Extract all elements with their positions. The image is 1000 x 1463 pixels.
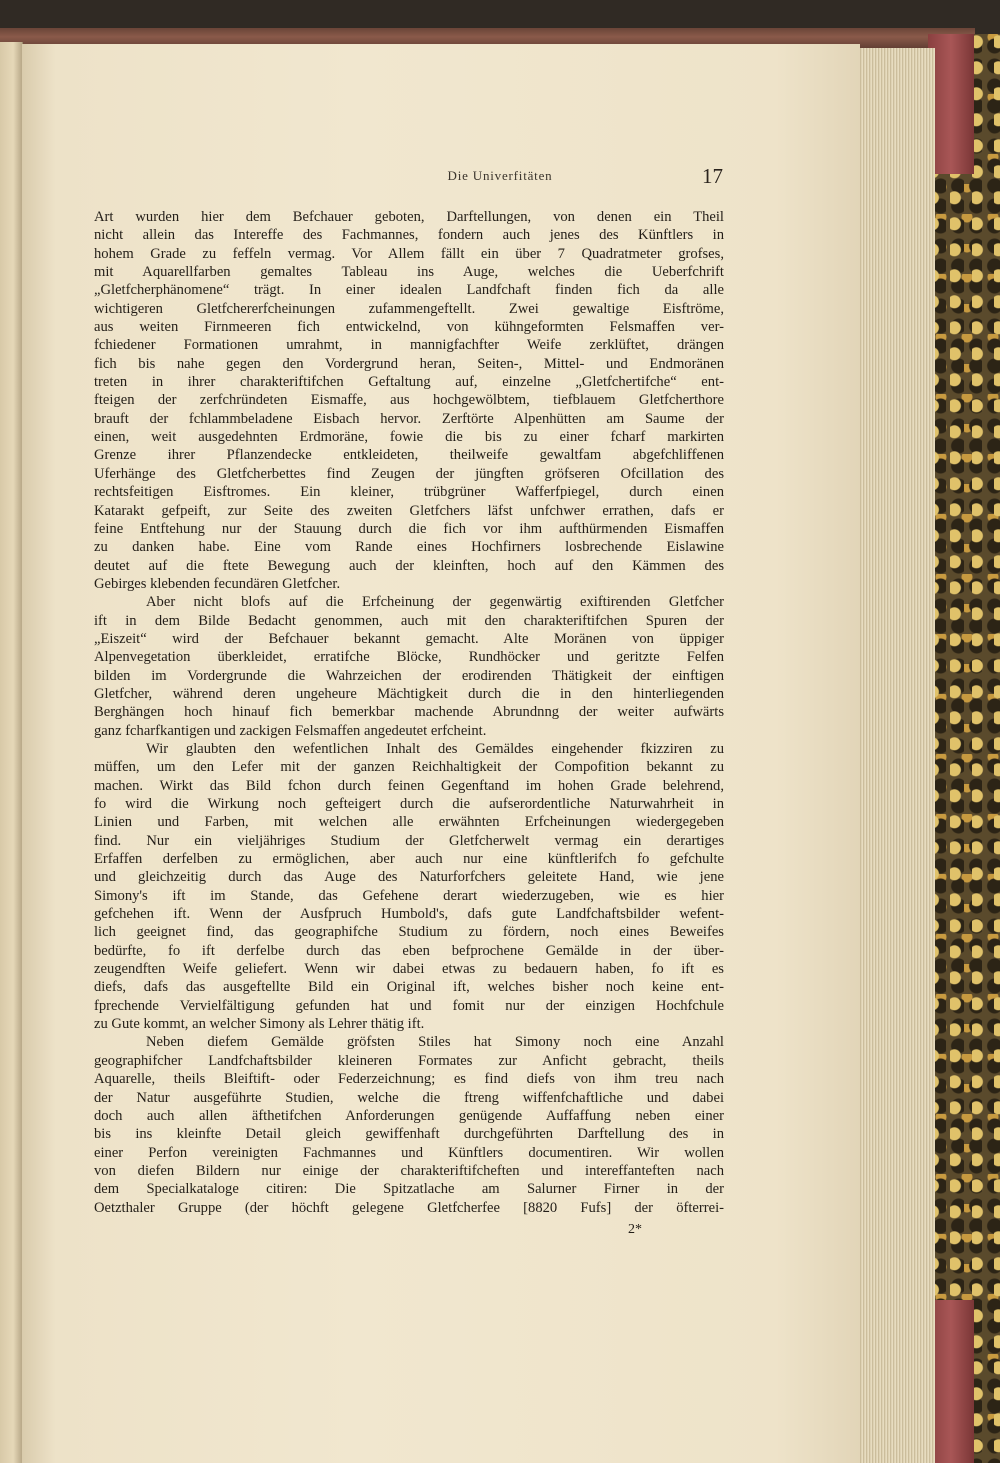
text-line: diefs, dafs das ausgeftellte Bild ein Original ift, welches bisher noch keine ent- bbox=[94, 979, 724, 996]
text-line: Alpenvegetation überkleidet, erratifche Blöcke, Rundhöcker und geritzte Felfen bbox=[94, 649, 724, 666]
text-line: einer Perfon vereinigten Fachmannes und Künftlers documentiren. Wir wollen bbox=[94, 1144, 724, 1161]
text-line: geographifcher Landfchaftsbilder kleineren Formates zur Anficht gebracht, theils bbox=[94, 1052, 724, 1069]
text-line: Uferhänge des Gletfcherbettes find Zeugen der jüngften gröfseren Ofcillation des bbox=[94, 465, 724, 482]
text-line: zu Gute kommt, an welcher Simony als Lehrer thätig ift. bbox=[94, 1016, 425, 1033]
text-line: rechtsfeitigen Eisftromes. Ein kleiner, trübgrüner Wafferfpiegel, durch einen bbox=[94, 484, 724, 501]
text-line: Art wurden hier dem Befchauer geboten, Darftellungen, von denen ein Theil bbox=[94, 209, 724, 225]
text-line: fo wird die Wirkung noch gefteigert durch die aufserordentliche Naturwahrheit in bbox=[94, 796, 724, 812]
text-line: Neben diefem Gemälde gröfsten Stiles hat Simony noch eine Anzahl bbox=[146, 1034, 724, 1051]
text-line: Katarakt gefpeift, zur Seite des zweiten Gletfchers läfst unfchwer errathen, dafs er bbox=[94, 502, 724, 519]
text-line: deutet auf die ftete Bewegung auch der kleinften, hoch auf den Kämmen des bbox=[94, 557, 724, 574]
text-line: von diefen Bildern nur einige der charakteriftifcheften und intereffanteften nach bbox=[94, 1162, 724, 1179]
text-line: nicht allein das Intereffe des Fachmannes, fondern auch jenes des Künftlers in bbox=[94, 227, 724, 244]
text-line: Gebirges klebenden fecundären Gletfcher. bbox=[94, 575, 341, 592]
text-line: find. Nur ein vieljähriges Studium der Gletfcherwelt vermag ein derartiges bbox=[94, 832, 724, 849]
text-line: bilden im Vordergrunde die Wahrzeichen der erodirenden Thätigkeit der einftigen bbox=[94, 667, 724, 684]
text-line: doch auch allen äfthetifchen Anforderungen genügende Auffaffung neben einer bbox=[94, 1107, 724, 1124]
text-line: der Natur ausgeführte Studien, welche die ftreng wiffenfchaftliche und dabei bbox=[94, 1089, 724, 1106]
text-line: einen, weit ausgedehnten Erdmoräne, fowie die bis zu einer fcharf markirten bbox=[94, 429, 724, 446]
text-line: und gleichzeitig durch das Auge des Naturforfchers geleitete Hand, wie jene bbox=[94, 869, 724, 886]
text-line: fprechende Vervielfältigung gefunden hat und fomit nur der einzigen Hochfchule bbox=[94, 997, 724, 1014]
text-line: lich geeignet find, das geographifche Studium zu fördern, noch eines Beweifes bbox=[94, 924, 724, 941]
signature-mark: 2* bbox=[628, 1222, 642, 1237]
text-line: „Gletfcherphänomene“ trägt. In einer idealen Landfchaft finden fich da alle bbox=[94, 282, 724, 299]
text-line: aus weiten Firnmeeren fich entwickelnd, von kühngeformten Felsmaffen ver- bbox=[94, 319, 724, 336]
text-line: bedürfte, fo ift derfelbe durch das eben befprochene Gemälde in der über- bbox=[94, 942, 724, 959]
text-line: Aber nicht blofs auf die Erfcheinung der gegenwärtig exiftirenden Gletfcher bbox=[146, 594, 724, 611]
text-line: Berghängen hoch hinauf fich bemerkbar machende Abrundnng der weiter aufwärts bbox=[94, 704, 724, 721]
text-line: gefchehen ift. Wenn der Ausfpruch Humbold's, dafs gute Landfchaftsbilder wefent- bbox=[94, 906, 724, 923]
text-line: mit Aquarellfarben gemaltes Tableau ins Auge, welches die Ueberfchrift bbox=[94, 264, 724, 281]
text-line: hohem Grade zu feffeln vermag. Vor Allem fällt ein über 7 Quadratmeter grofses, bbox=[94, 245, 724, 262]
text-line: fchiedener Formationen umrahmt, in mannigfachfter Weife zerklüftet, drängen bbox=[94, 337, 724, 354]
page-number: 17 bbox=[702, 164, 723, 188]
body-text bbox=[94, 208, 724, 1217]
text-line: treten in ihrer charakteriftifchen Geftaltung auf, einzelne „Gletfchertifche“ ent- bbox=[94, 374, 724, 391]
text-line: bis ins kleinfte Detail gleich gewiffenhaft durchgeführten Darftellung des in bbox=[94, 1126, 724, 1143]
running-header: Die Univerfitäten bbox=[447, 168, 553, 183]
text-line: zu danken habe. Eine vom Rande eines Hochfirners losbrechende Eislawine bbox=[94, 539, 724, 556]
text-line: fteigen der zerfchründeten Eismaffe, aus hochgewölbtem, tiefblauem Gletfcherthore bbox=[94, 392, 724, 409]
text-line: müffen, um den Lefer mit der ganzen Reichhaltigkeit der Compofition bekannt zu bbox=[94, 759, 724, 776]
text-line: ganz fcharfkantigen und zackigen Felsmaffen angedeutet erfcheint. bbox=[94, 722, 487, 739]
text-line: fich bis nahe gegen den Vordergrund heran, Seiten-, Mittel- und Endmoränen bbox=[94, 355, 724, 372]
left-page-edge bbox=[0, 42, 23, 1463]
text-line: Simony's ift im Stande, das Gefehene derart wiederzugeben, wie es hier bbox=[94, 887, 724, 904]
text-line: dem Specialkataloge citiren: Die Spitzatlache am Salurner Firner in der bbox=[94, 1181, 724, 1198]
text-line: feine Entftehung nur der Stauung durch die fich vor ihm aufthürmenden Eismaffen bbox=[94, 520, 724, 537]
text-line: Gletfcher, während deren ungeheure Mächtigkeit durch die in den hinterliegenden bbox=[94, 685, 724, 702]
text-line: Oetzthaler Gruppe (der höchft gelegene Gletfcherfee [8820 Fufs] der öfterrei- bbox=[94, 1199, 724, 1216]
text-line: brauft der fchlammbeladene Eisbach hervor. Zerftörte Alpenhütten am Saume der bbox=[94, 410, 724, 427]
text-line: Grenze ihrer Pflanzendecke entkleideten, theilweife gewaltfam abgefchliffenen bbox=[94, 447, 724, 464]
text-line: wichtigeren Gletfchererfcheinungen zufammengeftellt. Zwei gewaltige Eisftröme, bbox=[94, 300, 724, 317]
text-line: Aquarelle, theils Bleiftift- oder Federzeichnung; es find diefs von ihm treu nach bbox=[94, 1071, 724, 1088]
marbled-cover-board bbox=[928, 34, 1000, 1463]
text-line: Linien und Farben, mit welchen alle erwähnten Erfcheinungen wiedergegeben bbox=[94, 814, 724, 831]
text-line: ift in dem Bilde Bedacht genommen, auch mit den charakteriftifchen Spuren der bbox=[94, 612, 724, 629]
text-line: Erfaffen derfelben zu ermöglichen, aber auch nur eine künftlerifch fo gefchulte bbox=[94, 851, 724, 868]
text-line: zeugendften Weife geliefert. Wenn wir dabei etwas zu bedauern haben, fo ift es bbox=[94, 961, 724, 978]
text-line: Wir glaubten den wefentlichen Inhalt des Gemäldes eingehender fkizziren zu bbox=[146, 740, 724, 757]
text-line: „Eiszeit“ wird der Befchauer bekannt gemacht. Alte Moränen von üppiger bbox=[94, 630, 724, 647]
text-line: machen. Wirkt das Bild fchon durch feinen Gegenftand im hohen Grade belehrend, bbox=[94, 777, 724, 794]
page-block-edges bbox=[852, 48, 935, 1463]
